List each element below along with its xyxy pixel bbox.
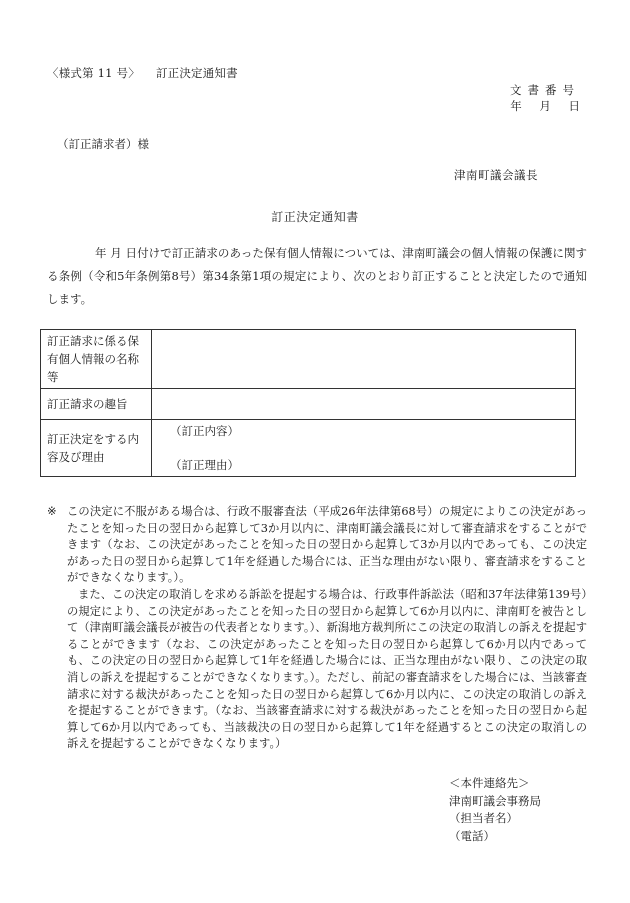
correction-reason-label: （訂正理由） xyxy=(170,458,239,472)
contact-block xyxy=(449,775,541,845)
table-row xyxy=(41,420,576,477)
contact-office: 津南町議会事務局 xyxy=(449,793,541,808)
note-paragraph-2: また、この決定の取消しを求める訴訟を提起する場合は、行政事件訴訟法（昭和37年法律第139号）の規定により、この決定があったことを知った日の翌日から起算して6か月以内に、津南町を被告として（津南町議会議長が被告の代表者となります。）、新潟地方裁判所にこの決定の取消しの訴えを提起することができます（なお、この決定があったことを知った日の翌日から起算して6か月以内であっても、この決定の日の翌日から起算して1年を経過した場合には、正当な理由がない限り、この決定の取消しの訴えを提起することができなくなります。）。ただし、前記の審査請求をした場合には、当該審査請求に対する裁決があったことを知った日の翌日から起算して6か月以内に、この決定の取消しの訴えを提起することができます。（なお、当該審査請求に対する裁決があったことを知った日の翌日から起算して6か月以内であっても、当該裁決の日の翌日から起算して1年を経過するとこの決定の取消しの訴えを提起することができなくなります。） xyxy=(67,587,587,751)
appeal-note xyxy=(47,504,587,753)
table-row xyxy=(41,389,576,420)
row-label-purpose: 訂正請求の趣旨 xyxy=(41,389,152,420)
addressee: （訂正請求者）様 xyxy=(57,137,149,151)
row-value-purpose xyxy=(152,389,576,420)
note-mark: ※ xyxy=(47,505,57,518)
row-label-info-name: 訂正請求に係る保有個人情報の名称等 xyxy=(41,330,152,389)
note-paragraph-1: この決定に不服がある場合は、行政不服審査法（平成26年法律第68号）の規定によりこの決定があったことを知った日の翌日から起算して3か月以内に、津南町議会議長に対して審査請求をすることができます（なお、この決定があったことを知った日の翌日から起算して3か月以内であっても、この決定があった日の翌日から起算して1年を経過した場合には、正当な理由がない限り、審査請求をすることができなくなります。）。 xyxy=(67,505,587,585)
form-title: 訂正決定通知書 xyxy=(155,66,238,80)
row-label-content-reason: 訂正決定をする内容及び理由 xyxy=(41,420,152,477)
body-text: 年 月 日付けで訂正請求のあった保有個人情報については、津南町議会の個人情報の保護に関する条例（令和5年条例第8号）第34条第1項の規定により、次のとおり訂正することと決定したので通知します。 xyxy=(47,246,587,306)
contact-heading: ＜本件連絡先＞ xyxy=(449,776,530,790)
row-value-content-reason xyxy=(152,420,576,477)
row-value-info-name xyxy=(152,330,576,389)
document-date: 年 月 日 xyxy=(510,99,580,113)
contact-person: （担当者名） xyxy=(449,811,518,825)
form-number-line xyxy=(47,65,238,81)
form-number: 〈様式第 11 号〉 xyxy=(47,66,140,80)
sender: 津南町議会議長 xyxy=(454,168,538,182)
decision-table xyxy=(40,329,576,477)
table-row xyxy=(41,330,576,389)
document-number: 文書番号 xyxy=(510,83,580,97)
contact-phone: （電話） xyxy=(449,828,495,843)
document-title: 訂正決定通知書 xyxy=(271,210,359,224)
correction-content-label: （訂正内容） xyxy=(170,424,239,438)
body-paragraph xyxy=(47,242,587,311)
